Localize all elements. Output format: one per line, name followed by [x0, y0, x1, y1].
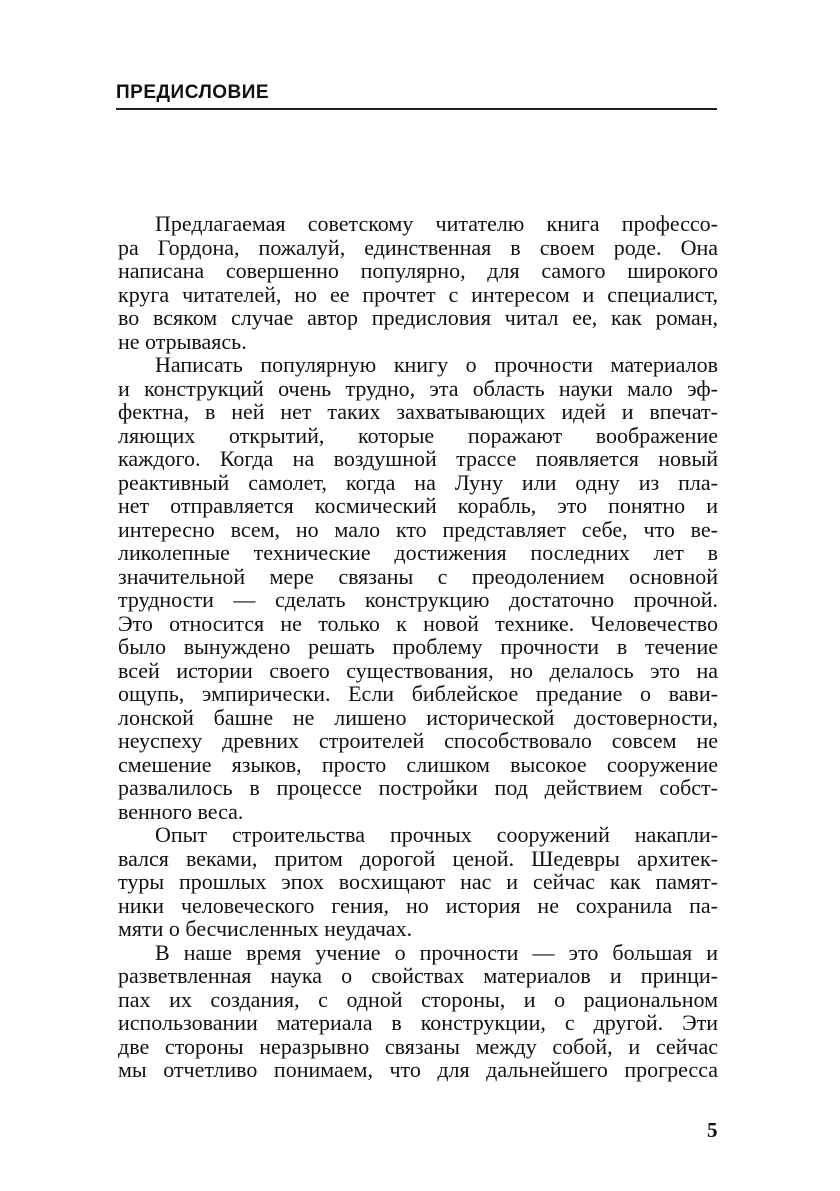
text-line: во всяком случае автор предисловия читал ее, как роман, — [118, 305, 718, 330]
text-line: мяти о бесчисленных неудачах. — [118, 916, 413, 941]
text-line: фектна, в ней нет таких захватывающих идей и впечат- — [118, 399, 718, 424]
text-line: каждого. Когда на воздушной трассе появляется новый — [118, 446, 718, 471]
text-line: написана совершенно популярно, для самого широкого — [118, 258, 718, 283]
text-line: реактивный самолет, когда на Луну или одну из пла- — [118, 469, 718, 495]
text-line: использовании материала в конструкции, с другой. Эти — [118, 1010, 718, 1035]
page-number: 5 — [707, 1118, 718, 1142]
text-line: В наше время учение о прочности — это большая и — [155, 939, 718, 965]
heading-rule — [116, 108, 717, 110]
text-line: развалилось в процессе постройки под действием собст- — [118, 775, 718, 800]
page-heading: ПРЕДИСЛОВИЕ — [116, 82, 270, 103]
text-line: две стороны неразрывно связаны между собой, и сейчас — [118, 1033, 718, 1059]
text-line: Опыт строительства прочных сооружений накапли- — [155, 822, 718, 847]
text-line: ликолепные технические достижения последних лет в — [118, 540, 718, 565]
text-line: всей истории своего существования, но делалось это на — [118, 657, 718, 683]
text-line: разветвленная наука о свойствах материалов и принци- — [118, 963, 718, 988]
text-line: нет отправляется космический корабль, это понятно и — [118, 493, 718, 518]
body-text — [118, 212, 718, 1082]
text-line: и конструкций очень трудно, эта область науки мало эф- — [118, 375, 718, 401]
text-line: лонской башне не лишено исторической достоверности, — [118, 704, 718, 730]
text-line: Предлагаемая советскому читателю книга профессо- — [155, 211, 718, 236]
text-line: круга читателей, но ее прочтет с интересом и специалист, — [118, 281, 718, 307]
text-line: пах их создания, с одной стороны, и о рациональном — [118, 986, 718, 1012]
text-line: не отрываясь. — [118, 328, 247, 354]
text-line: значительной мере связаны с преодолением основной — [118, 563, 718, 589]
text-line: интересно всем, но мало кто представляет себе, что ве- — [118, 516, 718, 542]
text-line: ляющих открытий, которые поражают воображение — [118, 422, 718, 448]
text-line: туры прошлых эпох восхищают нас и сейчас как памят- — [118, 869, 718, 894]
text-line: было вынуждено решать проблему прочности в течение — [118, 634, 718, 659]
text-line: ощупь, эмпирически. Если библейское предание о вави- — [118, 681, 718, 706]
text-line: венного веса. — [118, 798, 244, 824]
text-line: Это относится не только к новой технике. Человечество — [118, 610, 718, 636]
text-line: Написать популярную книгу о прочности материалов — [155, 352, 718, 377]
text-line: вался веками, притом дорогой ценой. Шедевры архитек- — [118, 845, 718, 871]
text-line: мы отчетливо понимаем, что для дальнейшего прогресса — [118, 1057, 718, 1082]
text-line: ра Гордона, пожалуй, единственная в своем роде. Она — [118, 234, 718, 260]
text-line: неуспеху древних строителей способствовало совсем не — [118, 728, 718, 753]
text-line: ники человеческого гения, но история не сохранила па- — [118, 892, 718, 918]
text-line: трудности — сделать конструкцию достаточно прочной. — [118, 587, 718, 612]
text-line: смешение языков, просто слишком высокое сооружение — [118, 751, 718, 777]
